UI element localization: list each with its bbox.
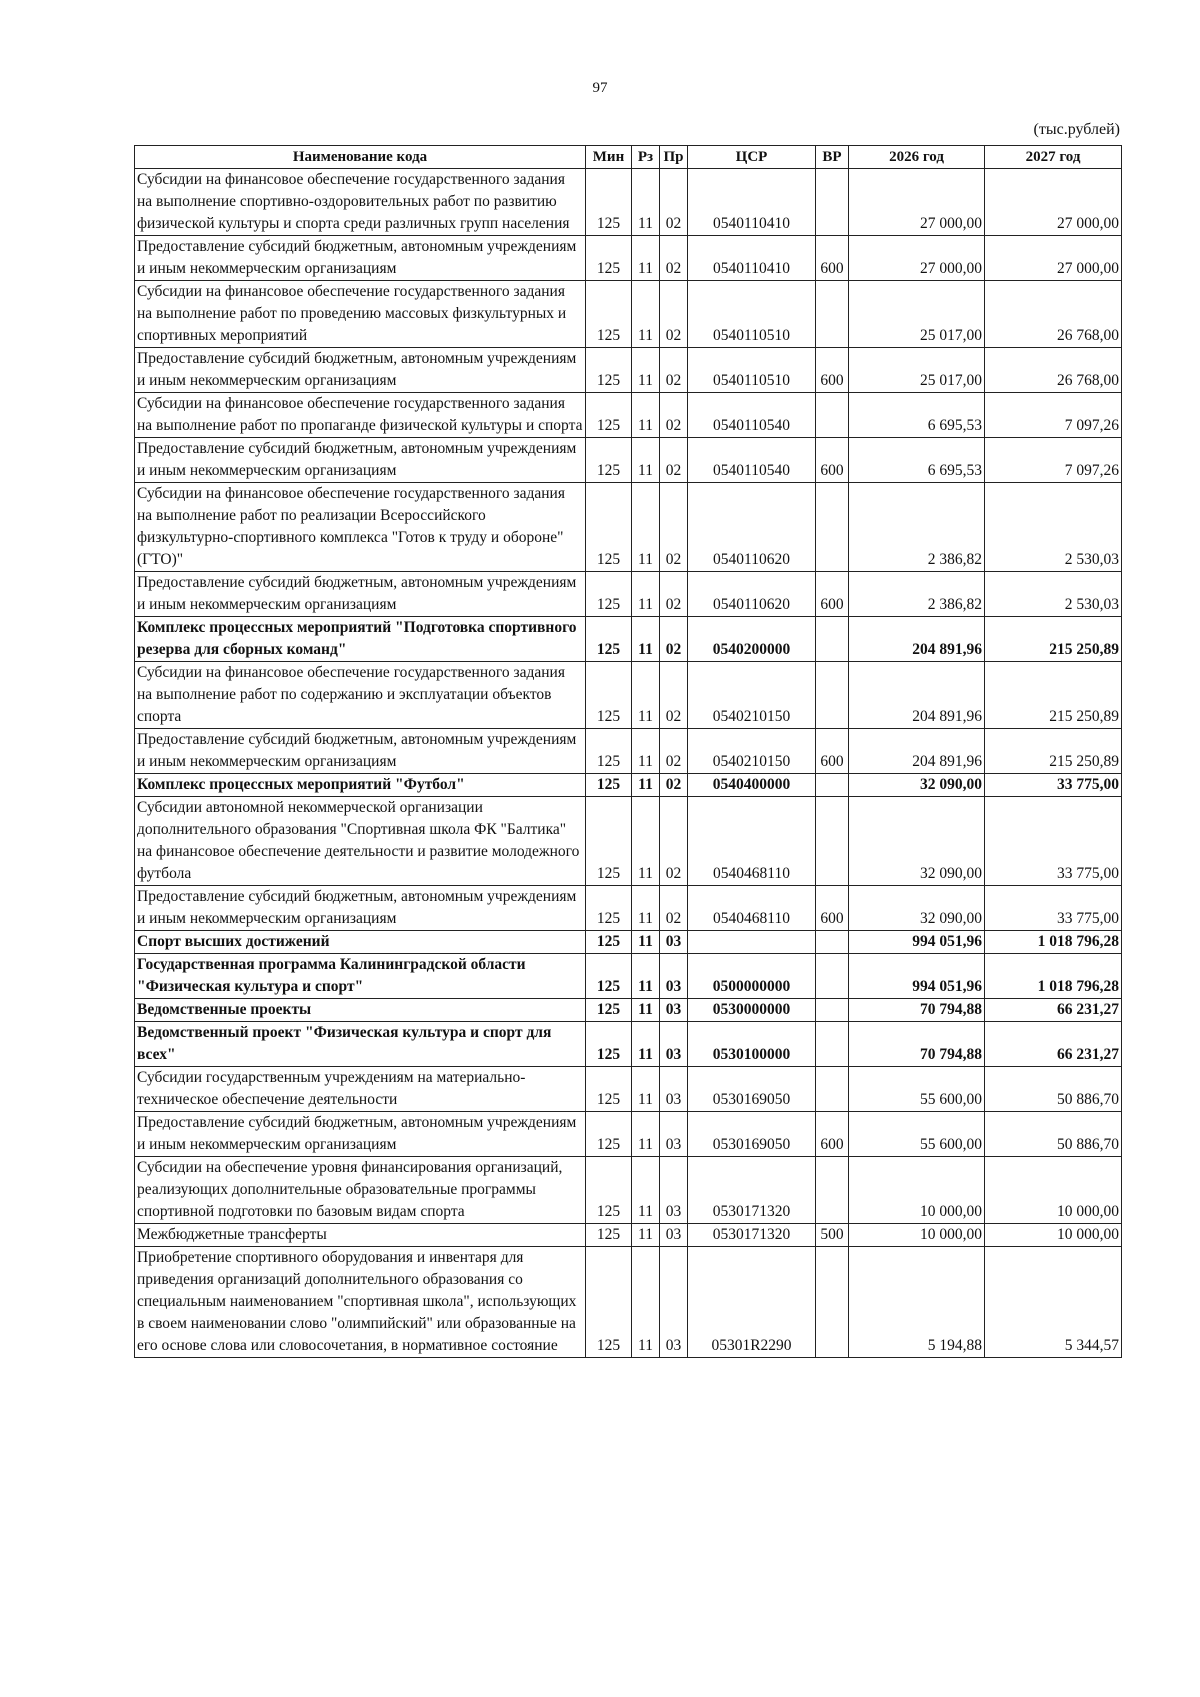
cell-rz: 11 — [632, 797, 660, 886]
cell-name: Комплекс процессных мероприятий "Футбол" — [135, 774, 586, 797]
cell-csr: 0540210150 — [688, 662, 816, 729]
cell-min: 125 — [586, 1247, 632, 1358]
cell-name: Государственная программа Калининградской области "Физическая культура и спорт" — [135, 954, 586, 999]
cell-vr: 600 — [816, 886, 849, 931]
budget-table — [134, 145, 1122, 1358]
cell-name: Предоставление субсидий бюджетным, автономным учреждениям и иным некоммерческим организациям — [135, 572, 586, 617]
cell-csr: 0540110540 — [688, 393, 816, 438]
table-row — [135, 281, 1122, 348]
cell-rz: 11 — [632, 774, 660, 797]
cell-pr: 02 — [660, 886, 688, 931]
column-header-min: Мин — [586, 146, 632, 169]
cell-min: 125 — [586, 483, 632, 572]
cell-2027: 26 768,00 — [985, 281, 1122, 348]
cell-2027: 33 775,00 — [985, 886, 1122, 931]
cell-pr: 03 — [660, 1067, 688, 1112]
table-row — [135, 797, 1122, 886]
cell-2026: 204 891,96 — [849, 729, 985, 774]
table-row — [135, 662, 1122, 729]
cell-2027: 50 886,70 — [985, 1067, 1122, 1112]
cell-2026: 25 017,00 — [849, 348, 985, 393]
table-row — [135, 438, 1122, 483]
cell-min: 125 — [586, 999, 632, 1022]
cell-vr — [816, 281, 849, 348]
cell-2027: 7 097,26 — [985, 438, 1122, 483]
cell-vr — [816, 1022, 849, 1067]
cell-min: 125 — [586, 954, 632, 999]
cell-2026: 204 891,96 — [849, 617, 985, 662]
table-body — [135, 169, 1122, 1358]
cell-2026: 994 051,96 — [849, 954, 985, 999]
cell-vr — [816, 774, 849, 797]
table-row — [135, 729, 1122, 774]
cell-vr: 600 — [816, 729, 849, 774]
cell-pr: 02 — [660, 393, 688, 438]
cell-2027: 2 530,03 — [985, 572, 1122, 617]
cell-vr — [816, 1157, 849, 1224]
cell-csr: 0540110510 — [688, 348, 816, 393]
cell-pr: 03 — [660, 931, 688, 954]
cell-vr: 500 — [816, 1224, 849, 1247]
cell-csr: 05301R2290 — [688, 1247, 816, 1358]
cell-name: Комплекс процессных мероприятий "Подготовка спортивного резерва для сборных команд" — [135, 617, 586, 662]
cell-2026: 32 090,00 — [849, 797, 985, 886]
cell-rz: 11 — [632, 617, 660, 662]
cell-pr: 02 — [660, 729, 688, 774]
cell-2027: 215 250,89 — [985, 662, 1122, 729]
cell-vr — [816, 954, 849, 999]
cell-2027: 215 250,89 — [985, 617, 1122, 662]
cell-rz: 11 — [632, 1022, 660, 1067]
cell-2026: 27 000,00 — [849, 236, 985, 281]
cell-pr: 03 — [660, 1112, 688, 1157]
cell-2027: 27 000,00 — [985, 169, 1122, 236]
cell-rz: 11 — [632, 1224, 660, 1247]
cell-rz: 11 — [632, 954, 660, 999]
table-row — [135, 169, 1122, 236]
table-row — [135, 931, 1122, 954]
cell-vr: 600 — [816, 572, 849, 617]
cell-rz: 11 — [632, 393, 660, 438]
cell-rz: 11 — [632, 886, 660, 931]
table-row — [135, 572, 1122, 617]
cell-rz: 11 — [632, 1067, 660, 1112]
cell-2026: 27 000,00 — [849, 169, 985, 236]
cell-name: Предоставление субсидий бюджетным, автономным учреждениям и иным некоммерческим организациям — [135, 1112, 586, 1157]
cell-name: Субсидии государственным учреждениям на материально-техническое обеспечение деятельности — [135, 1067, 586, 1112]
cell-name: Предоставление субсидий бюджетным, автономным учреждениям и иным некоммерческим организациям — [135, 348, 586, 393]
cell-2027: 7 097,26 — [985, 393, 1122, 438]
cell-2026: 6 695,53 — [849, 393, 985, 438]
cell-csr: 0540110620 — [688, 483, 816, 572]
cell-min: 125 — [586, 886, 632, 931]
cell-min: 125 — [586, 281, 632, 348]
cell-name: Ведомственный проект "Физическая культура и спорт для всех" — [135, 1022, 586, 1067]
cell-vr — [816, 617, 849, 662]
cell-csr: 0500000000 — [688, 954, 816, 999]
cell-vr: 600 — [816, 1112, 849, 1157]
cell-name: Субсидии на финансовое обеспечение государственного задания на выполнение работ по содержанию и эксплуатации объектов спорта — [135, 662, 586, 729]
cell-csr: 0530100000 — [688, 1022, 816, 1067]
cell-name: Предоставление субсидий бюджетным, автономным учреждениям и иным некоммерческим организациям — [135, 729, 586, 774]
cell-vr — [816, 1067, 849, 1112]
cell-pr: 02 — [660, 348, 688, 393]
cell-csr: 0530169050 — [688, 1067, 816, 1112]
column-header-csr: ЦСР — [688, 146, 816, 169]
cell-rz: 11 — [632, 1157, 660, 1224]
table-row — [135, 1112, 1122, 1157]
cell-pr: 03 — [660, 1157, 688, 1224]
cell-pr: 02 — [660, 483, 688, 572]
table-row — [135, 886, 1122, 931]
cell-rz: 11 — [632, 348, 660, 393]
cell-name: Спорт высших достижений — [135, 931, 586, 954]
cell-2027: 66 231,27 — [985, 999, 1122, 1022]
cell-csr: 0540210150 — [688, 729, 816, 774]
cell-rz: 11 — [632, 729, 660, 774]
cell-vr — [816, 797, 849, 886]
cell-vr: 600 — [816, 438, 849, 483]
page-number: 97 — [592, 80, 608, 96]
table-row — [135, 393, 1122, 438]
cell-name: Ведомственные проекты — [135, 999, 586, 1022]
cell-2027: 10 000,00 — [985, 1224, 1122, 1247]
table-row — [135, 1247, 1122, 1358]
cell-rz: 11 — [632, 1112, 660, 1157]
cell-pr: 02 — [660, 281, 688, 348]
cell-pr: 02 — [660, 797, 688, 886]
cell-rz: 11 — [632, 999, 660, 1022]
cell-csr: 0540110410 — [688, 236, 816, 281]
table-row — [135, 483, 1122, 572]
cell-csr: 0540200000 — [688, 617, 816, 662]
cell-csr: 0540110620 — [688, 572, 816, 617]
cell-pr: 02 — [660, 774, 688, 797]
cell-min: 125 — [586, 931, 632, 954]
column-header-rz: Рз — [632, 146, 660, 169]
cell-csr: 0530171320 — [688, 1224, 816, 1247]
cell-pr: 03 — [660, 1247, 688, 1358]
cell-name: Предоставление субсидий бюджетным, автономным учреждениям и иным некоммерческим организациям — [135, 886, 586, 931]
cell-min: 125 — [586, 393, 632, 438]
cell-pr: 02 — [660, 438, 688, 483]
cell-vr: 600 — [816, 236, 849, 281]
cell-2026: 70 794,88 — [849, 1022, 985, 1067]
cell-2026: 55 600,00 — [849, 1112, 985, 1157]
cell-csr: 0540400000 — [688, 774, 816, 797]
cell-2027: 1 018 796,28 — [985, 954, 1122, 999]
cell-min: 125 — [586, 169, 632, 236]
cell-vr — [816, 1247, 849, 1358]
cell-min: 125 — [586, 1067, 632, 1112]
cell-2027: 2 530,03 — [985, 483, 1122, 572]
units-label: (тыс.рублей) — [1033, 121, 1120, 138]
cell-csr: 0530171320 — [688, 1157, 816, 1224]
cell-min: 125 — [586, 438, 632, 483]
cell-2027: 27 000,00 — [985, 236, 1122, 281]
cell-min: 125 — [586, 1224, 632, 1247]
cell-min: 125 — [586, 348, 632, 393]
cell-pr: 03 — [660, 1022, 688, 1067]
cell-2027: 215 250,89 — [985, 729, 1122, 774]
cell-min: 125 — [586, 572, 632, 617]
cell-pr: 02 — [660, 236, 688, 281]
cell-rz: 11 — [632, 572, 660, 617]
cell-vr — [816, 999, 849, 1022]
cell-2026: 32 090,00 — [849, 774, 985, 797]
cell-2026: 10 000,00 — [849, 1224, 985, 1247]
cell-vr: 600 — [816, 348, 849, 393]
cell-rz: 11 — [632, 438, 660, 483]
table-row — [135, 1157, 1122, 1224]
cell-csr: 0530169050 — [688, 1112, 816, 1157]
cell-pr: 03 — [660, 954, 688, 999]
table-row — [135, 617, 1122, 662]
cell-2026: 2 386,82 — [849, 572, 985, 617]
table-row — [135, 348, 1122, 393]
cell-pr: 02 — [660, 617, 688, 662]
cell-csr: 0540110510 — [688, 281, 816, 348]
cell-csr: 0530000000 — [688, 999, 816, 1022]
cell-rz: 11 — [632, 169, 660, 236]
cell-name: Предоставление субсидий бюджетным, автономным учреждениям и иным некоммерческим организациям — [135, 438, 586, 483]
cell-csr — [688, 931, 816, 954]
table-row — [135, 1022, 1122, 1067]
cell-name: Субсидии на финансовое обеспечение государственного задания на выполнение работ по реализации Всероссийского физкультурно-спортивного комплекса "Готов к труду и обороне" (ГТО)" — [135, 483, 586, 572]
cell-name: Приобретение спортивного оборудования и инвентаря для приведения организаций дополнительного образования со специальным наименованием "спортивная школа", использующих в своем наименовании слово "олимпийский" или образованные на его основе слова или словосочетания, в нормативное состояние — [135, 1247, 586, 1358]
table-row — [135, 1224, 1122, 1247]
cell-2026: 5 194,88 — [849, 1247, 985, 1358]
cell-2027: 26 768,00 — [985, 348, 1122, 393]
cell-name: Субсидии на финансовое обеспечение государственного задания на выполнение работ по пропаганде физической культуры и спорта — [135, 393, 586, 438]
column-header-name: Наименование кода — [135, 146, 586, 169]
cell-2026: 994 051,96 — [849, 931, 985, 954]
cell-name: Субсидии на обеспечение уровня финансирования организаций, реализующих дополнительные образовательные программы спортивной подготовки по базовым видам спорта — [135, 1157, 586, 1224]
cell-vr — [816, 393, 849, 438]
cell-rz: 11 — [632, 483, 660, 572]
cell-2027: 33 775,00 — [985, 774, 1122, 797]
cell-name: Субсидии автономной некоммерческой организации дополнительного образования "Спортивная школа ФК "Балтика" на финансовое обеспечение деятельности и развитие молодежного футбола — [135, 797, 586, 886]
cell-name: Предоставление субсидий бюджетным, автономным учреждениям и иным некоммерческим организациям — [135, 236, 586, 281]
cell-min: 125 — [586, 1157, 632, 1224]
cell-pr: 02 — [660, 169, 688, 236]
cell-2027: 10 000,00 — [985, 1157, 1122, 1224]
cell-2026: 70 794,88 — [849, 999, 985, 1022]
cell-2027: 1 018 796,28 — [985, 931, 1122, 954]
table-row — [135, 1067, 1122, 1112]
cell-2027: 5 344,57 — [985, 1247, 1122, 1358]
column-header-2026: 2026 год — [849, 146, 985, 169]
cell-min: 125 — [586, 1112, 632, 1157]
cell-min: 125 — [586, 797, 632, 886]
column-header-2027: 2027 год — [985, 146, 1122, 169]
column-header-vr: ВР — [816, 146, 849, 169]
table-row — [135, 236, 1122, 281]
cell-2027: 33 775,00 — [985, 797, 1122, 886]
cell-2026: 10 000,00 — [849, 1157, 985, 1224]
cell-rz: 11 — [632, 1247, 660, 1358]
cell-rz: 11 — [632, 662, 660, 729]
cell-min: 125 — [586, 662, 632, 729]
cell-2026: 2 386,82 — [849, 483, 985, 572]
cell-2026: 32 090,00 — [849, 886, 985, 931]
cell-min: 125 — [586, 1022, 632, 1067]
cell-2027: 66 231,27 — [985, 1022, 1122, 1067]
cell-csr: 0540468110 — [688, 797, 816, 886]
cell-pr: 03 — [660, 999, 688, 1022]
table-row — [135, 954, 1122, 999]
cell-min: 125 — [586, 617, 632, 662]
cell-min: 125 — [586, 729, 632, 774]
cell-min: 125 — [586, 774, 632, 797]
cell-min: 125 — [586, 236, 632, 281]
cell-csr: 0540110540 — [688, 438, 816, 483]
cell-2026: 25 017,00 — [849, 281, 985, 348]
cell-rz: 11 — [632, 281, 660, 348]
cell-rz: 11 — [632, 931, 660, 954]
cell-vr — [816, 662, 849, 729]
table-header-row — [135, 146, 1122, 169]
cell-vr — [816, 169, 849, 236]
cell-pr: 02 — [660, 662, 688, 729]
cell-name: Субсидии на финансовое обеспечение государственного задания на выполнение работ по проведению массовых физкультурных и спортивных мероприятий — [135, 281, 586, 348]
table-row — [135, 774, 1122, 797]
cell-csr: 0540110410 — [688, 169, 816, 236]
cell-vr — [816, 931, 849, 954]
cell-name: Субсидии на финансовое обеспечение государственного задания на выполнение спортивно-оздоровительных работ по развитию физической культуры и спорта среди различных групп населения — [135, 169, 586, 236]
cell-rz: 11 — [632, 236, 660, 281]
table-row — [135, 999, 1122, 1022]
cell-2026: 55 600,00 — [849, 1067, 985, 1112]
cell-2026: 204 891,96 — [849, 662, 985, 729]
cell-csr: 0540468110 — [688, 886, 816, 931]
cell-2026: 6 695,53 — [849, 438, 985, 483]
cell-pr: 03 — [660, 1224, 688, 1247]
cell-vr — [816, 483, 849, 572]
cell-2027: 50 886,70 — [985, 1112, 1122, 1157]
cell-pr: 02 — [660, 572, 688, 617]
cell-name: Межбюджетные трансферты — [135, 1224, 586, 1247]
column-header-pr: Пр — [660, 146, 688, 169]
